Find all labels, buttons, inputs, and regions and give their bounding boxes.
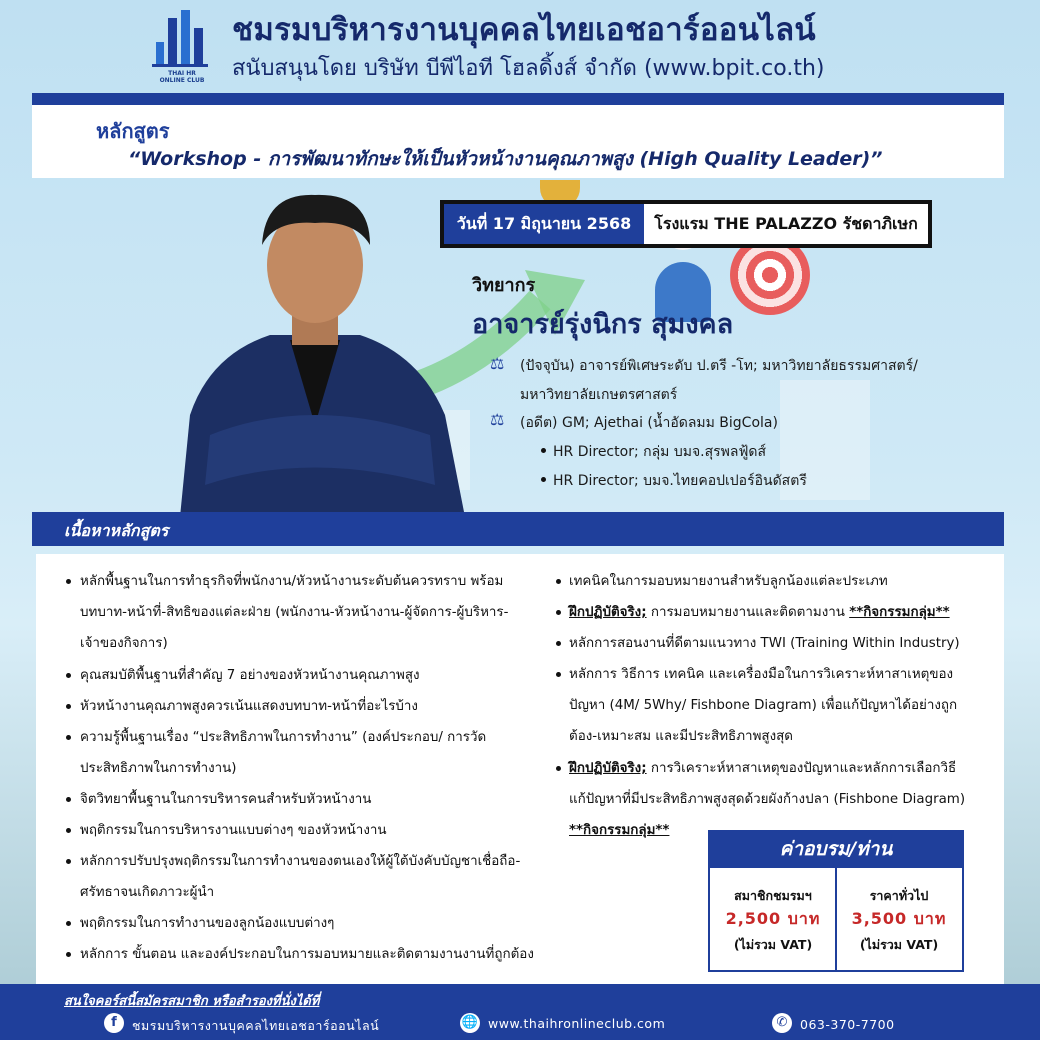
general-label: ราคาทั่วไป xyxy=(869,888,929,903)
bullet xyxy=(66,704,71,709)
practice-text: การวิเคราะห์หาสาเหตุของปัญหาและหลักการเลือกวิธี xyxy=(646,761,957,776)
content-item-cont: ศรัทธาจนเกิดภาวะผู้นำ xyxy=(80,885,215,900)
bullet xyxy=(66,921,71,926)
fee-heading: ค่าอบรม/ท่าน xyxy=(708,830,964,868)
content-item-practice xyxy=(569,759,956,779)
bullet xyxy=(541,448,546,453)
content-item-cont: ต้อง-เหมาะสม และมีประสิทธิภาพสูงสุด xyxy=(569,729,793,744)
content-item: หลักพื้นฐานในการทำธุรกิจที่พนักงาน/หัวหน้างานระดับต้นควรทราบ พร้อม xyxy=(80,574,504,589)
bullet xyxy=(556,579,561,584)
bullet xyxy=(66,828,71,833)
content-item: หัวหน้างานคุณภาพสูงควรเน้นแสดงบทบาท-หน้าที่อะไรบ้าง xyxy=(80,699,418,714)
bullet xyxy=(541,477,546,482)
member-vat-note: (ไม่รวม VAT) xyxy=(733,937,813,952)
bullet xyxy=(66,952,71,957)
content-item: หลักการ วิธีการ เทคนิค และเครื่องมือในการวิเคราะห์หาสาเหตุของ xyxy=(569,667,954,682)
content-item-cont: ประสิทธิภาพในการทำงาน) xyxy=(80,761,237,776)
website-link[interactable]: www.thaihronlineclub.com xyxy=(488,1016,666,1031)
content-item: พฤติกรรมในการบริหารงานแบบต่างๆ ของหัวหน้างาน xyxy=(80,823,387,838)
content-item: หลักการสอนงานที่ดีตามแนวทาง TWI (Training Within Industry) xyxy=(569,636,960,651)
globe-icon[interactable]: 🌐 xyxy=(460,1013,480,1033)
facebook-link[interactable]: ชมรมบริหารงานบุคคลไทยเอชอาร์ออนไลน์ xyxy=(132,1018,380,1033)
content-header-bar xyxy=(32,512,1004,546)
content-item: ความรู้พื้นฐานเรื่อง “ประสิทธิภาพในการทำงาน” (องค์ประกอบ/ การวัด xyxy=(80,730,487,745)
bullet xyxy=(556,610,561,615)
content-item-cont: แก้ปัญหาที่มีประสิทธิภาพสูงสุดด้วยผังก้างปลา (Fishbone Diagram) xyxy=(569,792,966,807)
scale-icon: ⚖ xyxy=(490,410,505,429)
credential-past: (อดีต) GM; Ajethai (น้ำอัดลมม BigCola) xyxy=(520,415,778,431)
event-venue: โรงแรม THE PALAZZO รัชดาภิเษก xyxy=(644,204,928,244)
speaker-name: อาจารย์รุ่งนิกร สุมงคล xyxy=(472,309,734,340)
sponsor-line: สนับสนุนโดย บริษัท บีพีไอที โฮลดิ้งส์ จำกัด (www.bpit.co.th) xyxy=(232,56,825,81)
bullet xyxy=(556,672,561,677)
club-title: ชมรมบริหารงานบุคคลไทยเอชอาร์ออนไลน์ xyxy=(232,12,816,48)
club-logo xyxy=(150,8,214,88)
phone-number[interactable]: 063-370-7700 xyxy=(800,1017,895,1032)
header-divider xyxy=(32,93,1004,105)
practice-label: ฝึกปฏิบัติจริง; xyxy=(569,761,647,776)
practice-label: ฝึกปฏิบัติจริง; xyxy=(569,605,647,620)
scale-icon: ⚖ xyxy=(490,354,505,373)
facebook-icon[interactable]: f xyxy=(104,1013,124,1033)
content-item-practice xyxy=(569,603,950,623)
content-item: หลักการ ขั้นตอน และองค์ประกอบในการมอบหมายและติดตามงานงานที่ถูกต้อง xyxy=(80,947,534,962)
content-item-cont: เจ้าของกิจการ) xyxy=(80,636,168,651)
bullet xyxy=(66,579,71,584)
bullet xyxy=(66,735,71,740)
bullet xyxy=(556,766,561,771)
building-logo-icon xyxy=(150,8,214,70)
credential-current: (ปัจจุบัน) อาจารย์พิเศษระดับ ป.ตรี -โท; มหาวิทยาลัยธรรมศาสตร์/ xyxy=(520,358,918,374)
speaker-photo xyxy=(150,185,480,517)
general-price: 3,500 บาท xyxy=(851,909,947,928)
practice-text: การมอบหมายงานและติดตามงาน xyxy=(646,605,850,620)
credential-past-item: HR Director; กลุ่ม บมจ.สุรพลฟู้ดส์ xyxy=(553,444,767,460)
logo-text-line-1: THAI HR xyxy=(168,70,196,77)
content-item-cont: บทบาท-หน้าที่-สิทธิของแต่ละฝ่าย (พนักงาน-หัวหน้างาน-ผู้จัดการ-ผู้บริหาร- xyxy=(80,605,509,620)
content-item: พฤติกรรมในการทำงานของลูกน้องแบบต่างๆ xyxy=(80,916,335,931)
bullet xyxy=(66,859,71,864)
group-activity-tag: **กิจกรรมกลุ่ม** xyxy=(569,823,670,838)
course-label: หลักสูตร xyxy=(96,119,170,143)
content-item: จิตวิทยาพื้นฐานในการบริหารคนสำหรับหัวหน้างาน xyxy=(80,792,372,807)
speaker-label: วิทยากร xyxy=(472,275,536,296)
member-price: 2,500 บาท xyxy=(725,909,821,928)
phone-icon[interactable]: ✆ xyxy=(772,1013,792,1033)
event-date: วันที่ 17 มิถุนายน 2568 xyxy=(444,204,644,244)
bullet xyxy=(66,797,71,802)
content-item-cont: ปัญหา (4M/ 5Why/ Fishbone Diagram) เพื่อแก้ปัญหาได้อย่างถูก xyxy=(569,698,958,713)
bullet xyxy=(66,673,71,678)
group-activity-tag: **กิจกรรมกลุ่ม** xyxy=(849,605,950,620)
content-item: คุณสมบัติพื้นฐานที่สำคัญ 7 อย่างของหัวหน้างานคุณภาพสูง xyxy=(80,668,420,683)
logo-text-line-2: ONLINE CLUB xyxy=(159,77,205,84)
member-label: สมาชิกชมรมฯ xyxy=(734,888,812,903)
content-heading: เนื้อหาหลักสูตร xyxy=(64,521,169,540)
general-vat-note: (ไม่รวม VAT) xyxy=(859,937,939,952)
content-item: เทคนิคในการมอบหมายงานสำหรับลูกน้องแต่ละประเภท xyxy=(569,574,888,589)
credential-past-item: HR Director; บมจ.ไทยคอปเปอร์อินดัสตรี xyxy=(553,473,807,489)
course-title: “Workshop - การพัฒนาทักษะให้เป็นหัวหน้างานคุณภาพสูง (High Quality Leader)” xyxy=(128,148,883,170)
content-item: หลักการปรับปรุงพฤติกรรมในการทำงานของตนเองให้ผู้ใต้บังคับบัญชาเชื่อถือ- xyxy=(80,854,521,869)
bullet xyxy=(556,641,561,646)
footer-cta[interactable]: สนใจคอร์สนี้สมัครสมาชิก หรือสำรองที่นั่งได้ที่ xyxy=(64,994,320,1009)
credential-current-cont: มหาวิทยาลัยเกษตรศาสตร์ xyxy=(520,387,678,403)
